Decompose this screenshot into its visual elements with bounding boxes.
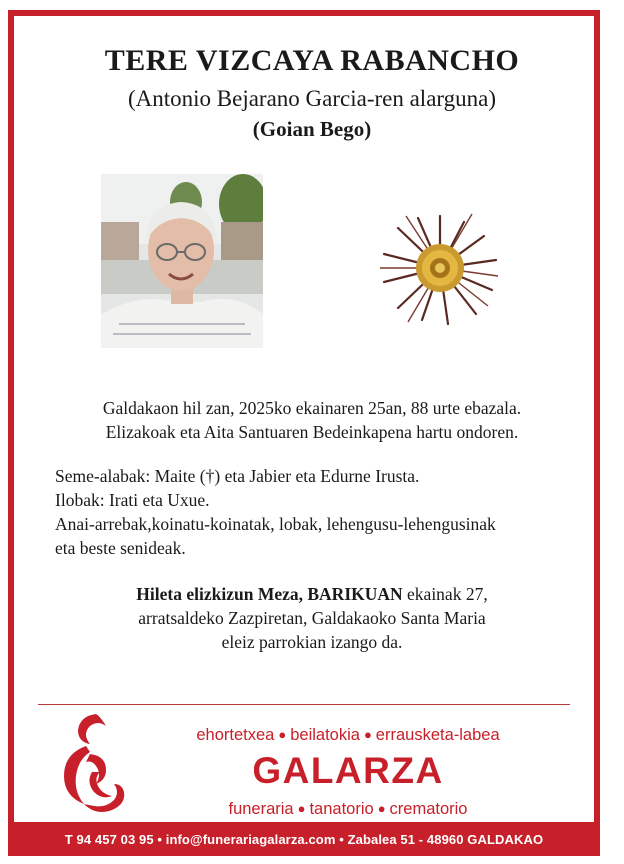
funeral-heading: Hileta elizkizun Meza, BARIKUAN (136, 584, 403, 604)
deceased-name: TERE VIZCAYA RABANCHO (104, 44, 520, 77)
bullet-icon: ● (278, 727, 287, 742)
service-wake-room-eu: beilatokia (290, 726, 360, 744)
funeral-time-place: arratsaldeko Zazpiretan, Galdakaoko Santa Maria (138, 608, 486, 628)
service-funeral-home-eu: ehortetxea (196, 726, 275, 744)
spouse-note: (Antonio Bejarano Garcia-ren alarguna) (127, 86, 497, 111)
funeral-date: ekainak 27, (402, 584, 488, 604)
service-wake-room-es: tanatorio (309, 800, 374, 818)
other-relatives-line: eta beste senideak. (55, 538, 186, 558)
footer-divider (38, 704, 570, 705)
brand-name: GALARZA (252, 750, 444, 791)
rest-in-peace: (Goian Bego) (252, 117, 372, 141)
funeral-details (0, 582, 624, 654)
contact-info: T 94 457 03 95 • info@funerariagalarza.com • Zabalea 51 - 48960 GALDAKAO (64, 831, 544, 847)
service-crematorium-es: crematorio (389, 800, 468, 818)
grandchildren-line: Ilobak: Irati eta Uxue. (55, 490, 210, 510)
death-date-line: Galdakaon hil zan, 2025ko ekainaren 25an, 88 urte ebazala. (102, 398, 522, 418)
service-funeral-home-es: funeraria (228, 800, 294, 818)
bullet-icon: ● (363, 727, 372, 742)
death-announcement (0, 396, 624, 444)
bullet-icon: ● (297, 801, 306, 816)
thistle-flower-icon (378, 210, 502, 328)
galarza-logo (56, 712, 132, 818)
sacraments-line: Elizakoak eta Aita Santuaren Bedeinkapena hartu ondoren. (105, 422, 519, 442)
service-crematorium-eu: errausketa-labea (375, 726, 500, 744)
children-line: Seme-alabak: Maite (†) eta Jabier eta Edurne Irusta. (55, 466, 420, 486)
funeral-location: eleiz parrokian izango da. (221, 632, 403, 652)
services-basque (138, 726, 558, 745)
siblings-line: Anai-arrebak,koinatu-koinatak, lobak, lehengusu-lehengusinak (55, 514, 496, 534)
contact-footer (8, 822, 600, 856)
bullet-icon: ● (377, 801, 386, 816)
portrait-photo (101, 174, 263, 348)
family-list (55, 464, 595, 560)
services-spanish (138, 800, 558, 819)
